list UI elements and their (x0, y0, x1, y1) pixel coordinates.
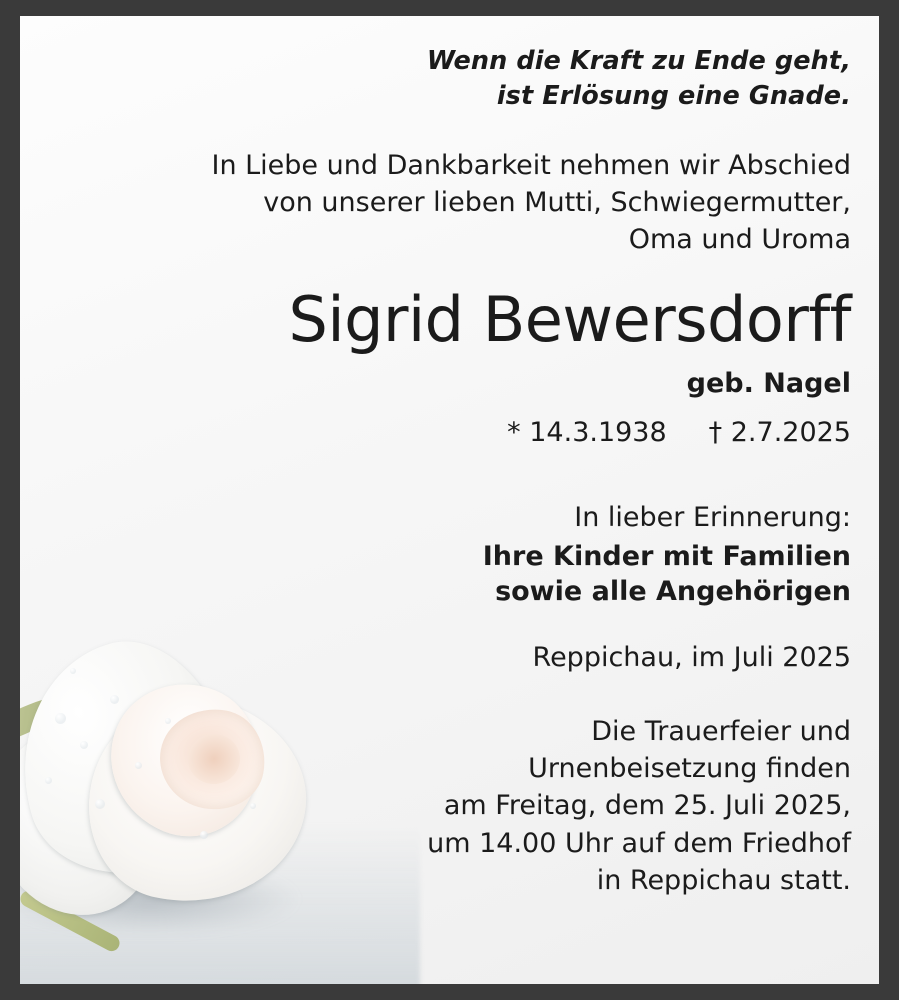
life-dates (111, 417, 851, 448)
mourners (111, 539, 851, 610)
mourners-line-2: sowie alle Angehörigen (495, 576, 851, 608)
ceremony-details (111, 713, 851, 899)
intro-line-2: von unserer lieben Mutti, Schwiegermutter, (263, 187, 851, 219)
birth-date: * 14.3.1938 (507, 416, 667, 448)
verse (111, 44, 851, 114)
ceremony-line-3: am Freitag, dem 25. Juli 2025, (443, 790, 851, 822)
deceased-name: Sigrid Bewersdorff (288, 282, 851, 356)
death-date: † 2.7.2025 (708, 416, 851, 448)
memory-lead: In lieber Erinnerung: (574, 501, 851, 533)
mourners-line-1: Ihre Kinder mit Familien (482, 540, 851, 572)
ceremony-line-5: in Reppichau statt. (596, 864, 851, 896)
ceremony-line-1: Die Trauerfeier und (591, 715, 851, 747)
intro-line-3: Oma und Uroma (628, 223, 851, 255)
place-and-date: Reppichau, im Juli 2025 (532, 641, 851, 673)
verse-line-2: ist Erlösung eine Gnade. (496, 81, 851, 112)
notice-card (20, 16, 879, 984)
notice-text-column (111, 44, 851, 899)
ceremony-line-2: Urnenbeisetzung finden (528, 753, 851, 785)
intro-text (111, 148, 851, 258)
intro-line-1: In Liebe und Dankbarkeit nehmen wir Abschied (211, 150, 851, 182)
ceremony-line-4: um 14.00 Uhr auf dem Friedhof (427, 827, 851, 859)
maiden-name: geb. Nagel (686, 367, 851, 399)
verse-line-1: Wenn die Kraft zu Ende geht, (426, 46, 851, 76)
